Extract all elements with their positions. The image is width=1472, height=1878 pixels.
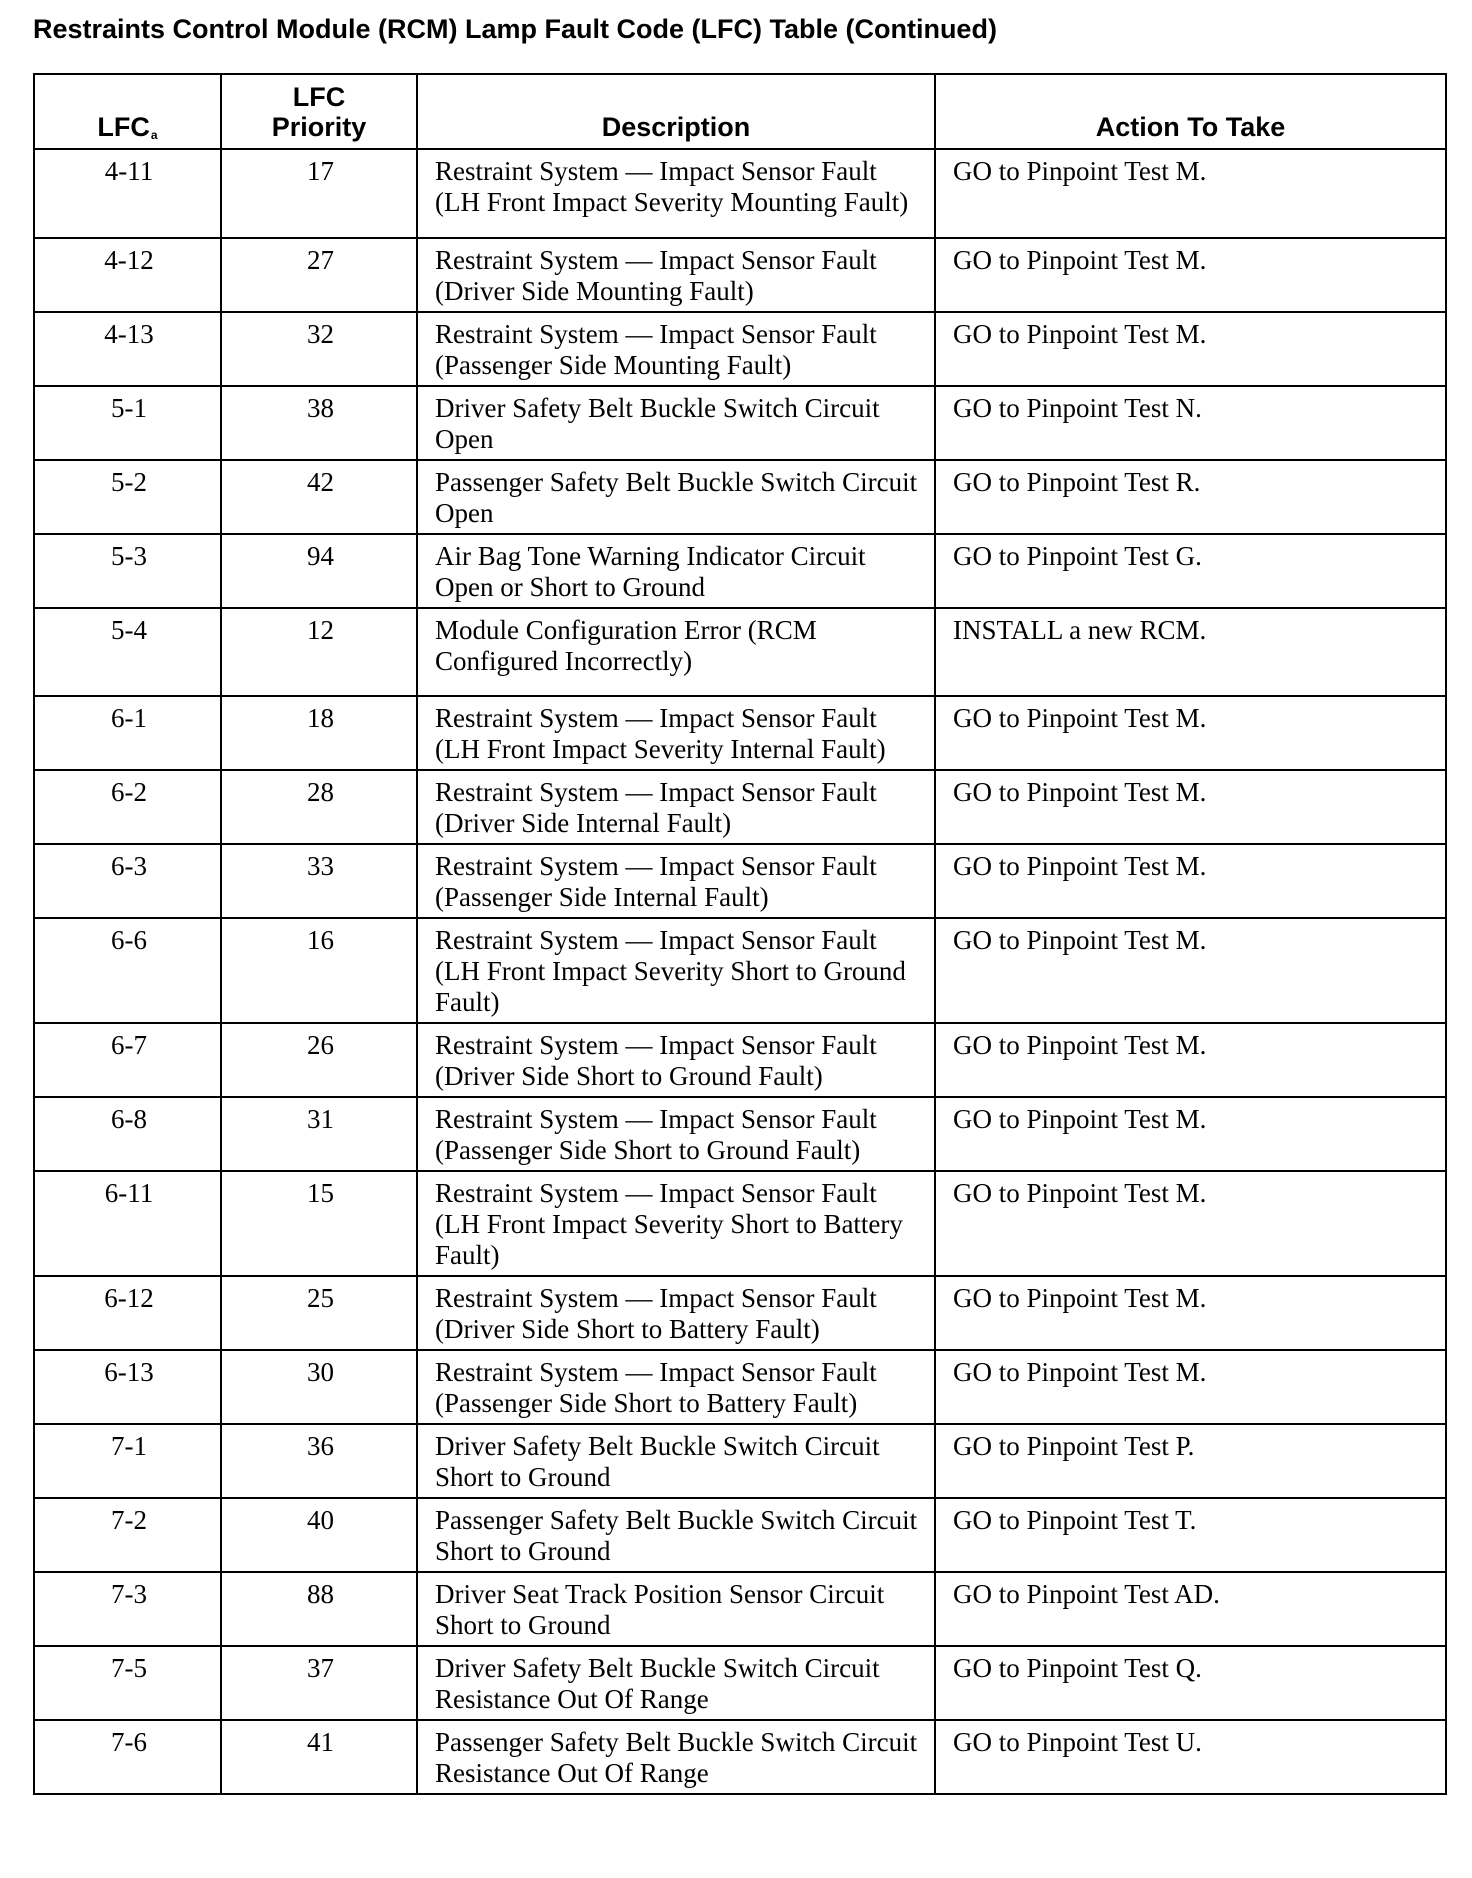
- table-row: [34, 149, 1446, 238]
- description-cell: Restraint System — Impact Sensor Fault (LH Front Impact Severity Internal Fault): [417, 696, 935, 770]
- description-cell: Passenger Safety Belt Buckle Switch Circuit Open: [417, 460, 935, 534]
- table-row: [34, 1023, 1446, 1097]
- action-cell: GO to Pinpoint Test M.: [935, 1350, 1446, 1424]
- lfc-cell: 4-12: [34, 238, 221, 312]
- lfc-cell: 6-1: [34, 696, 221, 770]
- table-header-row: [34, 74, 1446, 149]
- table-row: [34, 460, 1446, 534]
- description-cell: Restraint System — Impact Sensor Fault (Driver Side Short to Battery Fault): [417, 1276, 935, 1350]
- lfc-cell: 4-13: [34, 312, 221, 386]
- action-cell: GO to Pinpoint Test M.: [935, 1097, 1446, 1171]
- lfc-table: [33, 73, 1447, 1795]
- action-cell: GO to Pinpoint Test Q.: [935, 1646, 1446, 1720]
- priority-cell: 94: [221, 534, 417, 608]
- lfc-cell: 6-6: [34, 918, 221, 1023]
- table-row: [34, 1720, 1446, 1794]
- lfc-cell: 6-13: [34, 1350, 221, 1424]
- priority-cell: 37: [221, 1646, 417, 1720]
- lfc-cell: 5-3: [34, 534, 221, 608]
- table-row: [34, 1498, 1446, 1572]
- description-cell: Driver Safety Belt Buckle Switch Circuit Resistance Out Of Range: [417, 1646, 935, 1720]
- priority-cell: 28: [221, 770, 417, 844]
- action-cell: GO to Pinpoint Test AD.: [935, 1572, 1446, 1646]
- table-row: [34, 238, 1446, 312]
- priority-cell: 31: [221, 1097, 417, 1171]
- table-row: [34, 918, 1446, 1023]
- lfc-cell: 6-2: [34, 770, 221, 844]
- column-header-priority-line2: Priority: [271, 112, 367, 142]
- priority-cell: 17: [221, 149, 417, 238]
- table-row: [34, 1350, 1446, 1424]
- action-cell: GO to Pinpoint Test M.: [935, 1023, 1446, 1097]
- action-cell: GO to Pinpoint Test M.: [935, 918, 1446, 1023]
- table-row: [34, 770, 1446, 844]
- lfc-cell: 6-12: [34, 1276, 221, 1350]
- description-cell: Restraint System — Impact Sensor Fault (LH Front Impact Severity Short to Battery Fault): [417, 1171, 935, 1276]
- action-cell: GO to Pinpoint Test M.: [935, 770, 1446, 844]
- column-header-priority: [221, 74, 417, 149]
- description-cell: Air Bag Tone Warning Indicator Circuit Open or Short to Ground: [417, 534, 935, 608]
- action-cell: GO to Pinpoint Test M.: [935, 1276, 1446, 1350]
- description-cell: Restraint System — Impact Sensor Fault (Driver Side Short to Ground Fault): [417, 1023, 935, 1097]
- page-title: Restraints Control Module (RCM) Lamp Fault Code (LFC) Table (Continued): [33, 14, 997, 44]
- column-header-priority-line1: LFC: [292, 82, 346, 112]
- priority-cell: 40: [221, 1498, 417, 1572]
- action-cell: INSTALL a new RCM.: [935, 608, 1446, 696]
- table-row: [34, 1646, 1446, 1720]
- column-header-description: Description: [417, 74, 935, 149]
- priority-cell: 27: [221, 238, 417, 312]
- footnote-marker: a: [150, 128, 158, 142]
- action-cell: GO to Pinpoint Test P.: [935, 1424, 1446, 1498]
- priority-cell: 88: [221, 1572, 417, 1646]
- lfc-cell: 5-4: [34, 608, 221, 696]
- description-cell: Restraint System — Impact Sensor Fault (Driver Side Mounting Fault): [417, 238, 935, 312]
- description-cell: Restraint System — Impact Sensor Fault (Passenger Side Internal Fault): [417, 844, 935, 918]
- table-row: [34, 1171, 1446, 1276]
- priority-cell: 41: [221, 1720, 417, 1794]
- description-cell: Restraint System — Impact Sensor Fault (Passenger Side Mounting Fault): [417, 312, 935, 386]
- priority-cell: 15: [221, 1171, 417, 1276]
- priority-cell: 36: [221, 1424, 417, 1498]
- lfc-cell: 6-11: [34, 1171, 221, 1276]
- lfc-cell: 6-8: [34, 1097, 221, 1171]
- priority-cell: 38: [221, 386, 417, 460]
- table-row: [34, 386, 1446, 460]
- description-cell: Passenger Safety Belt Buckle Switch Circuit Resistance Out Of Range: [417, 1720, 935, 1794]
- description-cell: Restraint System — Impact Sensor Fault (LH Front Impact Severity Mounting Fault): [417, 149, 935, 238]
- action-cell: GO to Pinpoint Test M.: [935, 238, 1446, 312]
- action-cell: GO to Pinpoint Test U.: [935, 1720, 1446, 1794]
- lfc-cell: 7-3: [34, 1572, 221, 1646]
- column-header-lfc-label: LFC: [97, 112, 150, 142]
- table-row: [34, 1097, 1446, 1171]
- description-cell: Restraint System — Impact Sensor Fault (Passenger Side Short to Battery Fault): [417, 1350, 935, 1424]
- priority-cell: 42: [221, 460, 417, 534]
- priority-cell: 32: [221, 312, 417, 386]
- table-row: [34, 608, 1446, 696]
- priority-cell: 30: [221, 1350, 417, 1424]
- action-cell: GO to Pinpoint Test M.: [935, 844, 1446, 918]
- table-row: [34, 696, 1446, 770]
- action-cell: GO to Pinpoint Test N.: [935, 386, 1446, 460]
- description-cell: Module Configuration Error (RCM Configured Incorrectly): [417, 608, 935, 696]
- lfc-cell: 6-3: [34, 844, 221, 918]
- lfc-cell: 7-2: [34, 1498, 221, 1572]
- priority-cell: 25: [221, 1276, 417, 1350]
- action-cell: GO to Pinpoint Test T.: [935, 1498, 1446, 1572]
- priority-cell: 12: [221, 608, 417, 696]
- table-row: [34, 1276, 1446, 1350]
- table-row: [34, 844, 1446, 918]
- table-row: [34, 534, 1446, 608]
- priority-cell: 33: [221, 844, 417, 918]
- action-cell: GO to Pinpoint Test R.: [935, 460, 1446, 534]
- lfc-cell: 5-1: [34, 386, 221, 460]
- description-cell: Restraint System — Impact Sensor Fault (Driver Side Internal Fault): [417, 770, 935, 844]
- lfc-cell: 4-11: [34, 149, 221, 238]
- description-cell: Restraint System — Impact Sensor Fault (LH Front Impact Severity Short to Ground Fault): [417, 918, 935, 1023]
- priority-cell: 26: [221, 1023, 417, 1097]
- table-row: [34, 1572, 1446, 1646]
- lfc-cell: 7-1: [34, 1424, 221, 1498]
- priority-cell: 18: [221, 696, 417, 770]
- description-cell: Driver Seat Track Position Sensor Circuit Short to Ground: [417, 1572, 935, 1646]
- column-header-action: Action To Take: [935, 74, 1446, 149]
- action-cell: GO to Pinpoint Test G.: [935, 534, 1446, 608]
- description-cell: Driver Safety Belt Buckle Switch Circuit Short to Ground: [417, 1424, 935, 1498]
- lfc-cell: 7-6: [34, 1720, 221, 1794]
- priority-cell: 16: [221, 918, 417, 1023]
- description-cell: Driver Safety Belt Buckle Switch Circuit Open: [417, 386, 935, 460]
- description-cell: Restraint System — Impact Sensor Fault (Passenger Side Short to Ground Fault): [417, 1097, 935, 1171]
- table-row: [34, 312, 1446, 386]
- action-cell: GO to Pinpoint Test M.: [935, 1171, 1446, 1276]
- table-body: [34, 149, 1446, 1794]
- description-cell: Passenger Safety Belt Buckle Switch Circuit Short to Ground: [417, 1498, 935, 1572]
- action-cell: GO to Pinpoint Test M.: [935, 696, 1446, 770]
- lfc-cell: 7-5: [34, 1646, 221, 1720]
- column-header-lfc: [34, 74, 221, 149]
- lfc-cell: 6-7: [34, 1023, 221, 1097]
- table-row: [34, 1424, 1446, 1498]
- lfc-cell: 5-2: [34, 460, 221, 534]
- action-cell: GO to Pinpoint Test M.: [935, 149, 1446, 238]
- action-cell: GO to Pinpoint Test M.: [935, 312, 1446, 386]
